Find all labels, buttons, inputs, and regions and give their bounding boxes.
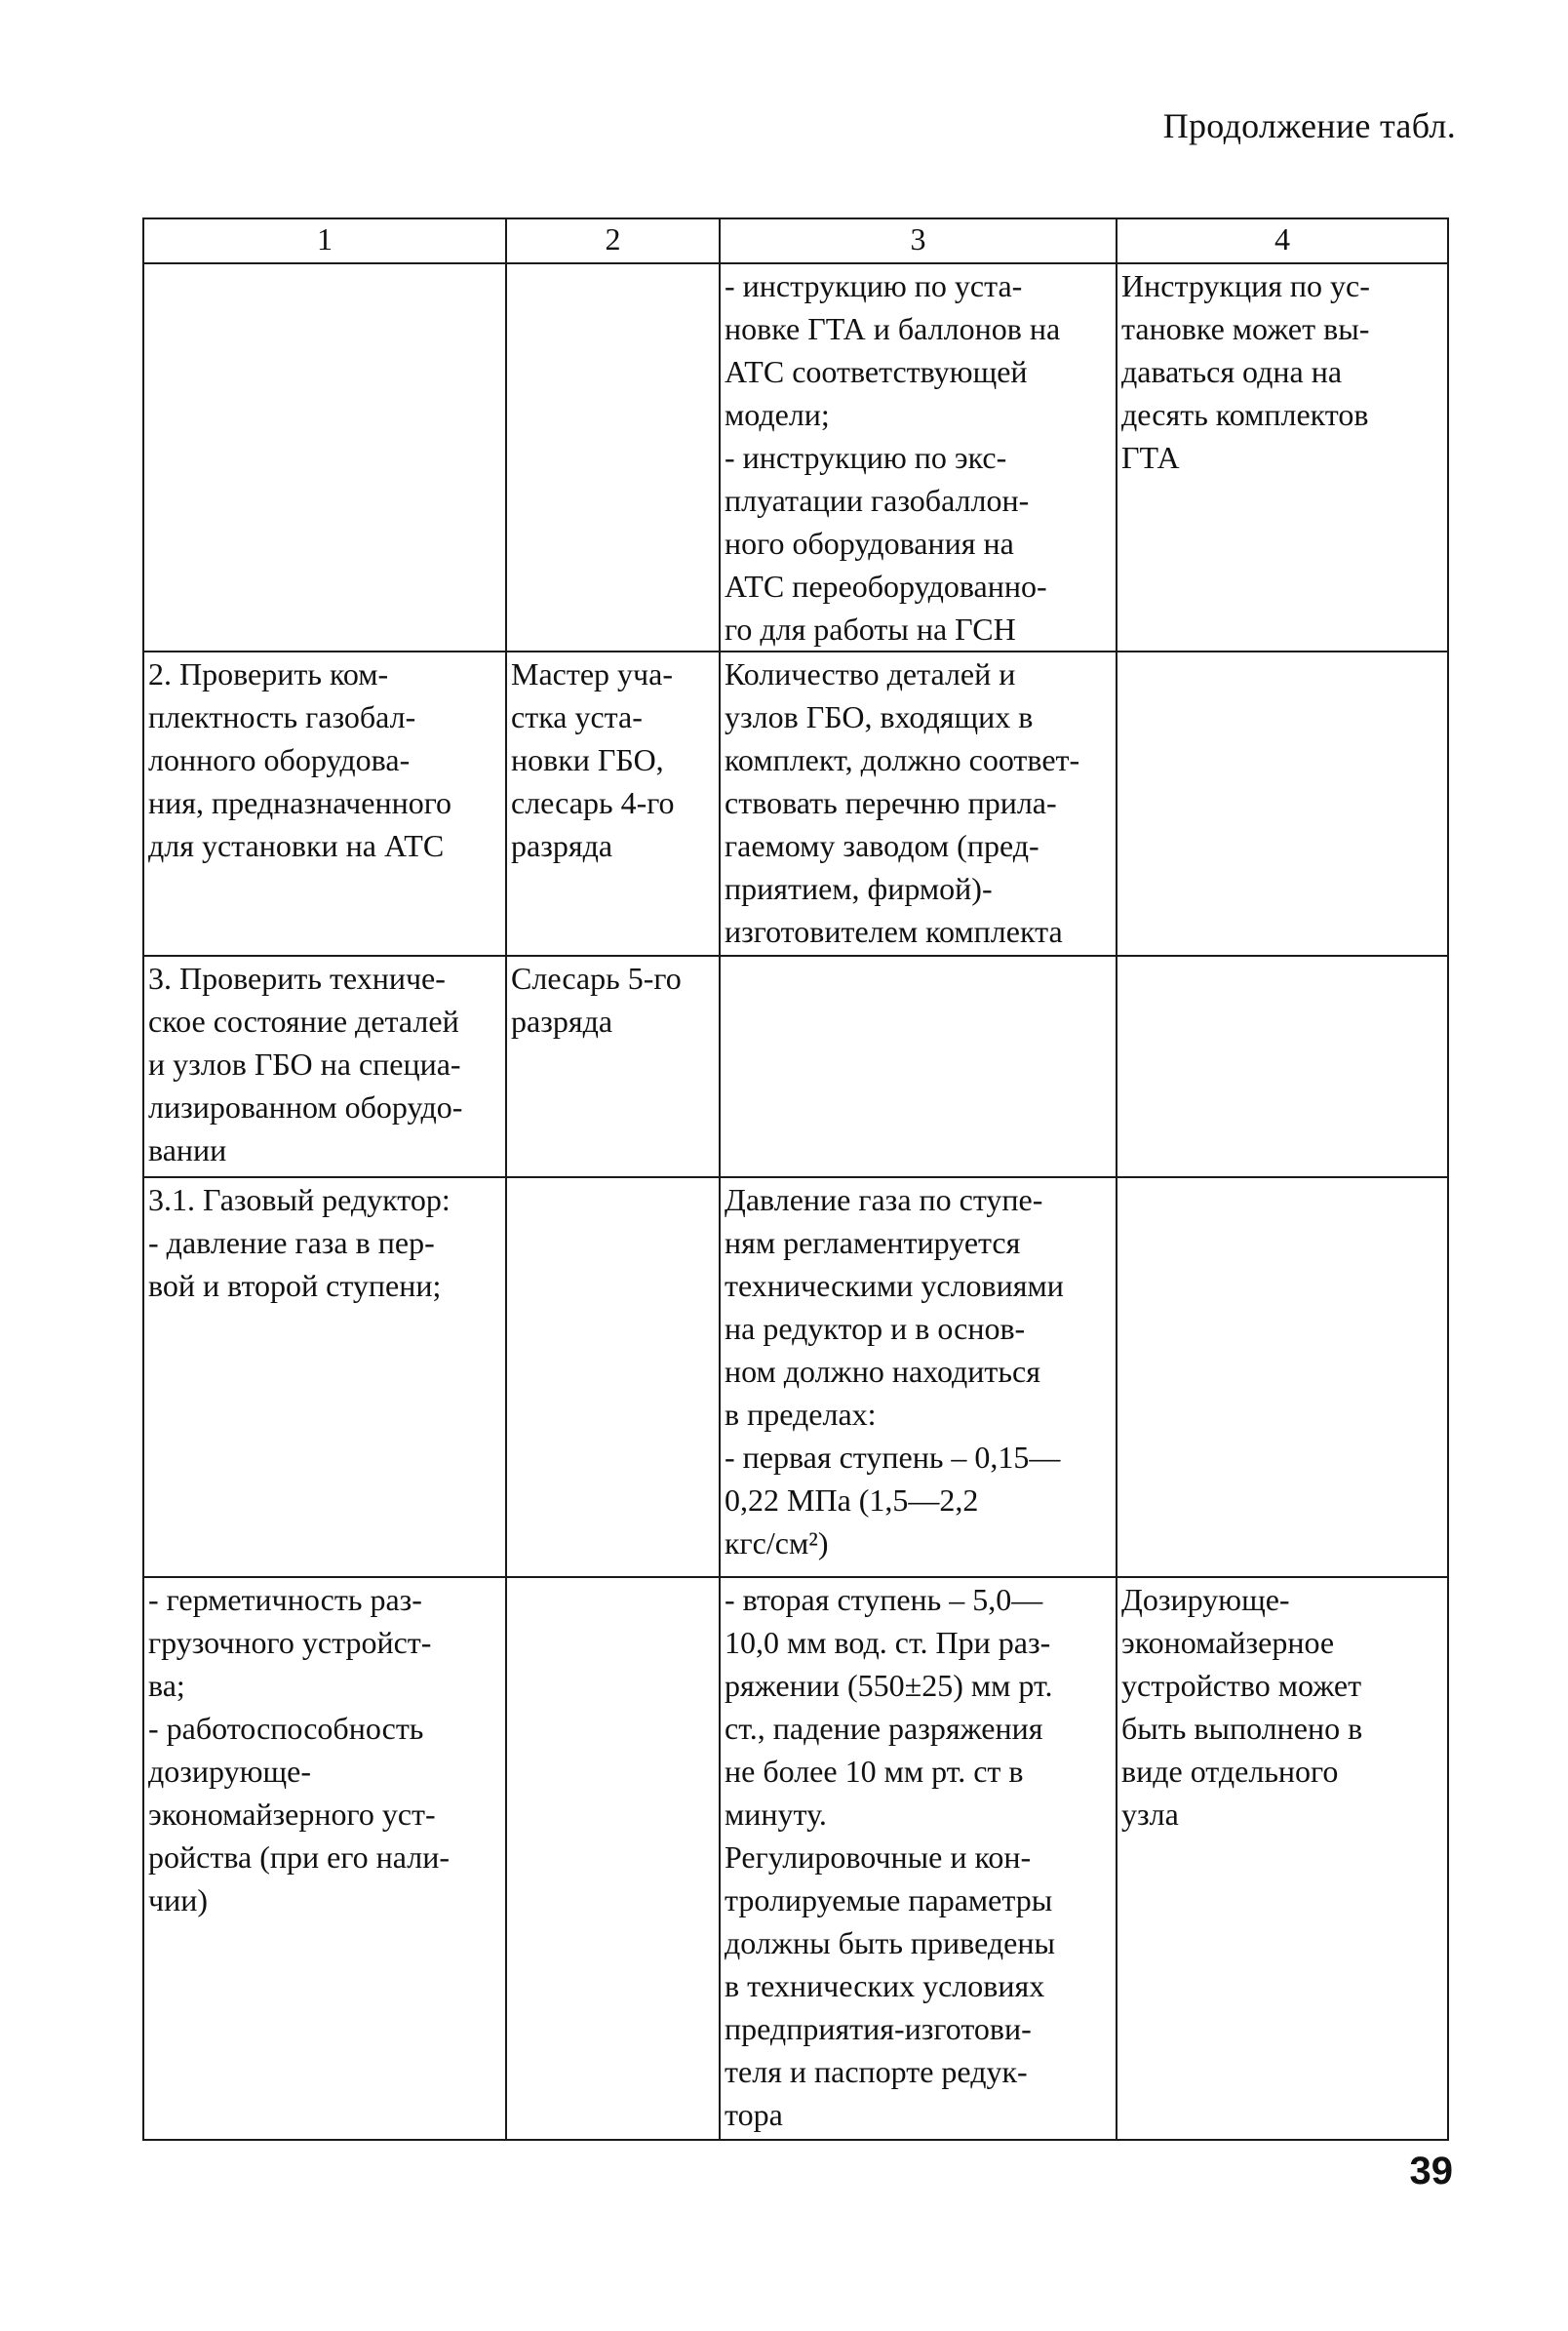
cell-text-line: го для работы на ГСН [725,612,1016,647]
column-header-1: 1 [143,218,506,263]
cell-text-line: 10,0 мм вод. ст. При раз- [725,1625,1051,1660]
cell-text-line: АТС соответствующей [725,354,1028,389]
cell-text-line: Количество деталей и [725,656,1016,691]
cell-text-line: Слесарь 5-го [511,961,682,996]
table-cell [1117,263,1448,652]
cell-text-line: комплект, должно соответ- [725,742,1080,777]
cell-text-line: - инструкцию по экс- [725,440,1007,475]
table-cell [143,1577,506,2140]
cell-text-line: вой и второй ступени; [148,1268,442,1303]
table-row [143,1577,1448,2140]
cell-text-line: - давление газа в пер- [148,1225,435,1260]
table-cell [143,263,506,652]
table-cell [506,1577,720,2140]
cell-text-line: Дозирующе- [1121,1582,1290,1617]
cell-text-line: быть выполнено в [1121,1711,1363,1746]
table-row [143,263,1448,652]
cell-text-line: плектность газобал- [148,699,416,734]
cell-text-line: минуту. [725,1797,827,1832]
cell-text-line: 3.1. Газовый редуктор: [148,1182,451,1217]
cell-text-line: 2. Проверить ком- [148,656,389,691]
cell-text-line: ряжении (550±25) мм рт. [725,1668,1053,1703]
cell-text-line: ГТА [1121,440,1180,475]
cell-text-line: ном должно находиться [725,1354,1040,1389]
cell-text-line: Регулировочные и кон- [725,1839,1032,1875]
cell-text-line: вании [148,1132,227,1167]
cell-text-line: дозирующе- [148,1754,312,1789]
table-cell [720,652,1117,956]
cell-text-line: - вторая ступень – 5,0— [725,1582,1043,1617]
cell-text-line: ва; [148,1668,185,1703]
table-continuation-label: Продолжение табл. [1162,106,1456,145]
cell-text-line: кгс/см²) [725,1525,829,1561]
table-cell [720,1177,1117,1577]
cell-text-line: экономайзерное [1121,1625,1335,1660]
table-row [143,956,1448,1177]
table-cell [720,263,1117,652]
table-cell [1117,652,1448,956]
cell-text-line: на редуктор и в основ- [725,1311,1026,1346]
cell-text-line: АТС переоборудованно- [725,569,1047,604]
cell-text-line: ствовать перечню прила- [725,785,1057,820]
cell-text-line: в технических условиях [725,1968,1045,2003]
table-cell [506,956,720,1177]
cell-text-line: гаемому заводом (пред- [725,828,1039,863]
table-cell [1117,1177,1448,1577]
table-cell [143,956,506,1177]
cell-text-line: должны быть приведены [725,1925,1055,1960]
cell-text-line: разряда [511,1004,613,1039]
cell-text-line: - первая ступень – 0,15— [725,1440,1061,1475]
cell-text-line: тролируемые параметры [725,1882,1053,1917]
cell-text-line: ройства (при его нали- [148,1839,450,1875]
cell-text-line: ням регламентируется [725,1225,1021,1260]
cell-text-line: 0,22 МПа (1,5—2,2 [725,1482,979,1518]
cell-text-line: - инструкцию по уста- [725,268,1023,303]
cell-text-line: техническими условиями [725,1268,1064,1303]
cell-text-line: ское состояние деталей [148,1004,459,1039]
cell-text-line: модели; [725,397,830,432]
cell-text-line: экономайзерного уст- [148,1797,436,1832]
table-header-row [143,218,1448,263]
cell-text-line: плуатации газобаллон- [725,483,1030,518]
cell-text-line: - работоспособность [148,1711,424,1746]
cell-text-line: - герметичность раз- [148,1582,422,1617]
cell-text-line: тора [725,2097,783,2132]
requirements-table [142,217,1449,2141]
cell-text-line: теля и паспорте редук- [725,2054,1028,2089]
table-cell [720,1577,1117,2140]
cell-text-line: слесарь 4-го [511,785,675,820]
cell-text-line: узла [1121,1797,1179,1832]
cell-text-line: новке ГТА и баллонов на [725,311,1061,346]
table-cell [506,652,720,956]
cell-text-line: изготовителем комплекта [725,914,1063,949]
table-cell [1117,956,1448,1177]
cell-text-line: лонного оборудова- [148,742,411,777]
table-cell [506,263,720,652]
table-cell [720,956,1117,1177]
cell-text-line: десять комплектов [1121,397,1369,432]
cell-text-line: чии) [148,1882,208,1917]
cell-text-line: лизированном оборудо- [148,1089,463,1125]
cell-text-line: Мастер уча- [511,656,673,691]
page-number: 39 [1409,2150,1453,2193]
cell-text-line: устройство может [1121,1668,1362,1703]
column-header-3: 3 [720,218,1117,263]
cell-text-line: разряда [511,828,613,863]
cell-text-line: предприятия-изготови- [725,2011,1032,2046]
cell-text-line: тановке может вы- [1121,311,1370,346]
cell-text-line: даваться одна на [1121,354,1343,389]
cell-text-line: грузочного устройст- [148,1625,432,1660]
table-row [143,652,1448,956]
table-cell [143,652,506,956]
cell-text-line: Давление газа по ступе- [725,1182,1043,1217]
cell-text-line: и узлов ГБО на специа- [148,1047,461,1082]
cell-text-line: ного оборудования на [725,526,1014,561]
cell-text-line: в пределах: [725,1397,877,1432]
cell-text-line: узлов ГБО, входящих в [725,699,1034,734]
cell-text-line: для установки на АТС [148,828,445,863]
table-row [143,1177,1448,1577]
cell-text-line: виде отдельного [1121,1754,1339,1789]
table-cell [506,1177,720,1577]
cell-text-line: ст., падение разряжения [725,1711,1043,1746]
column-header-4: 4 [1117,218,1448,263]
cell-text-line: не более 10 мм рт. ст в [725,1754,1024,1789]
cell-text-line: приятием, фирмой)- [725,871,993,906]
cell-text-line: новки ГБО, [511,742,664,777]
cell-text-line: 3. Проверить техниче- [148,961,446,996]
cell-text-line: стка уста- [511,699,643,734]
column-header-2: 2 [506,218,720,263]
table-cell [1117,1577,1448,2140]
table-cell [143,1177,506,1577]
cell-text-line: Инструкция по ус- [1121,268,1370,303]
cell-text-line: ния, предназначенного [148,785,452,820]
